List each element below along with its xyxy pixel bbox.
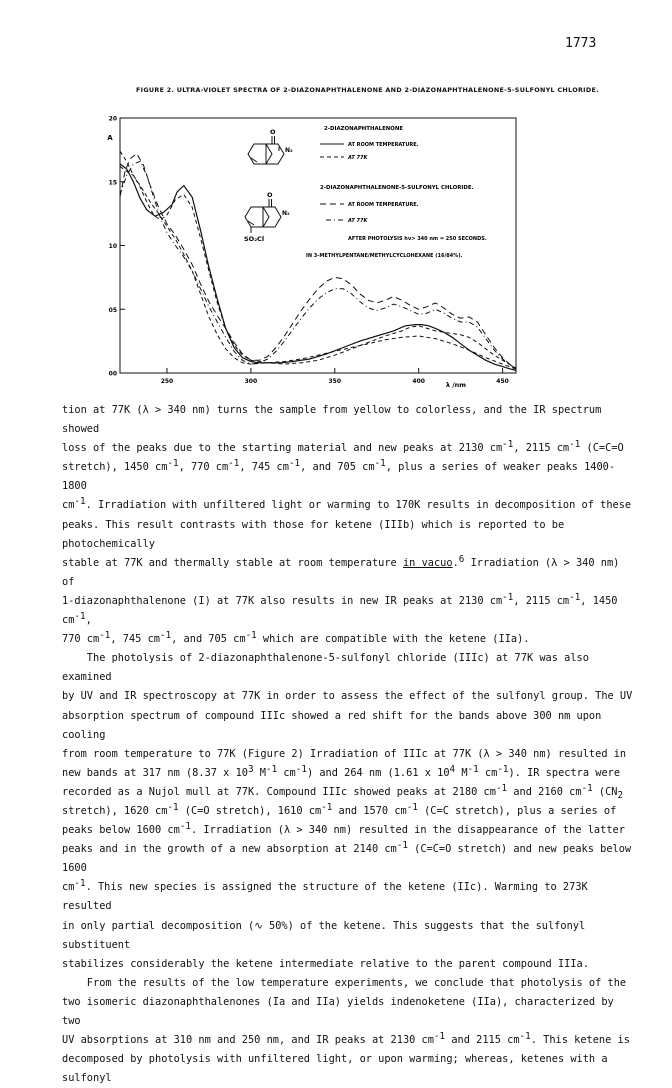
y-axis-letter: A	[107, 134, 113, 142]
series-line-5	[120, 151, 516, 369]
text-line: peaks below 1600 cm-1. Irradiation (λ > 340 nm) resulted in the disappearance of the latter	[62, 820, 625, 837]
text-line: decomposed by photolysis with unfiltered light, or upon warming; whereas, ketenes with a sulfonyl	[62, 1053, 608, 1085]
y-tick-label: 00	[108, 370, 117, 378]
x-tick-label: 400	[412, 378, 425, 385]
series-line-4	[120, 161, 516, 369]
atom-o-1: O	[270, 128, 276, 136]
subscript: 2	[617, 790, 624, 802]
y-tick-label: 20	[108, 115, 117, 123]
y-tick-label: 10	[108, 243, 117, 250]
superscript: -1	[497, 763, 509, 775]
y-axis	[109, 116, 125, 378]
legend-solvent-note: IN 3-METHYLPENTANE/METHYLCYCLOHEXANE (16/84%).	[306, 253, 463, 259]
structure-sulfonyl-chloride	[245, 199, 281, 233]
superscript: -1	[396, 840, 408, 851]
text-line: peaks and in the growth of a new absorption at 2140 cm-1 (C=C=O stretch) and new peaks below 1600	[62, 840, 632, 875]
x-tick-label: 300	[244, 378, 258, 385]
x-tick-label: 350	[328, 378, 342, 385]
superscript: -1	[569, 439, 581, 451]
superscript: -1	[74, 610, 86, 622]
superscript: -1	[74, 878, 86, 890]
atom-so2cl: SO₂Cl	[244, 235, 265, 243]
y-tick-label: 15	[108, 179, 117, 187]
superscript: -1	[167, 458, 179, 470]
uv-spectrum-chart	[96, 100, 536, 388]
page-number: 1773	[565, 36, 597, 51]
superscript: 6	[458, 553, 465, 565]
text-line: 770 cm-1, 745 cm-1, and 705 cm-1 which are compatible with the ketene (IIa).	[62, 629, 530, 646]
text-line: stretch), 1620 cm-1 (C=O stretch), 1610 cm-1 and 1570 cm-1 (C=C stretch), plus a series of	[62, 801, 617, 817]
text-line: UV absorptions at 310 nm and 250 nm, and IR peaks at 2130 cm-1 and 2115 cm-1. This ketene is	[62, 1030, 630, 1047]
text-line: 1-diazonaphthalenone (I) at 77K also results in new IR peaks at 2130 cm-1, 2115 cm-1, 1450 cm-1,	[62, 591, 618, 627]
superscript: -1	[228, 458, 240, 470]
superscript: 4	[449, 763, 456, 775]
superscript: -1	[433, 1030, 446, 1042]
text-line: from room temperature to 77K (Figure 2) Irradiation of IIIc at 77K (λ > 340 nm) resulted in	[62, 747, 627, 760]
superscript: -1	[569, 591, 581, 603]
superscript: -1	[495, 782, 508, 794]
atom-n2-2: N₂	[282, 210, 290, 217]
superscript: -1	[374, 458, 386, 470]
legend-photolysis-note: AFTER PHOTOLYSIS hν> 340 nm = 250 SECONDS.	[348, 236, 487, 242]
atom-n2-1: N₂	[285, 147, 293, 154]
superscript: -1	[467, 763, 479, 775]
text-line: From the results of the low temperature experiments, we conclude that photolysis of the	[62, 976, 627, 989]
text-line: in only partial decomposition (∿ 50%) of the ketene. This suggests that the sulfonyl substituent	[62, 919, 586, 951]
text-line: loss of the peaks due to the starting material and new peaks at 2130 cm-1, 2115 cm-1 (C=C=O	[62, 439, 624, 455]
superscript: -1	[74, 496, 86, 508]
underlined-term: in vacuo	[402, 556, 453, 569]
text-line: stretch), 1450 cm-1, 770 cm-1, 745 cm-1, and 705 cm-1, plus a series of weaker peaks 1400-1800	[62, 458, 616, 493]
superscript: -1	[502, 439, 514, 451]
text-line: two isomeric diazonaphthalenones (Ia and IIa) yields indenoketene (IIa), characterized by two	[62, 995, 614, 1027]
text-line: cm-1. This new species is assigned the structure of the ketene (IIc). Warming to 273K resulted	[62, 878, 588, 913]
superscript: -1	[265, 763, 278, 775]
article-body	[62, 401, 637, 1088]
text-line: by UV and IR spectroscopy at 77K in order to assess the effect of the sulfonyl group. The UV	[62, 690, 633, 703]
x-tick-label: 450	[496, 378, 509, 385]
superscript: -1	[406, 801, 418, 813]
legend-c1-77k: AT 77K	[348, 155, 368, 161]
legend-c1-room: AT ROOM TEMPERATURE.	[348, 142, 419, 148]
legend-c2-room: AT ROOM TEMPERATURE.	[348, 202, 419, 208]
superscript: 3	[247, 763, 254, 775]
legend	[244, 126, 487, 259]
text-line: tion at 77K (λ > 340 nm) turns the sample from yellow to colorless, and the IR spectrum showed	[62, 404, 602, 436]
text-line: The photolysis of 2-diazonaphthalenone-5-sulfonyl chloride (IIIc) at 77K was also examined	[62, 652, 589, 684]
text-line: stable at 77K and thermally stable at room temperature in vacuo.6 Irradiation (λ > 340 nm) of	[62, 553, 620, 588]
superscript: -1	[99, 629, 111, 641]
superscript: -1	[502, 591, 514, 603]
legend-compound-1: 2-DIAZONAPHTHALENONE	[324, 126, 404, 132]
superscript: -1	[288, 458, 301, 470]
superscript: -1	[167, 801, 179, 813]
superscript: -1	[519, 1030, 531, 1042]
text-line: absorption spectrum of compound IIIc showed a red shift for the bands above 300 nm upon cooling	[62, 709, 602, 741]
figure-caption: FIGURE 2. ULTRA-VIOLET SPECTRA OF 2-DIAZONAPHTHALENONE AND 2-DIAZONAPHTHALENONE-5-SULFONYL CHLORIDE.	[136, 86, 599, 94]
text-line: recorded as a Nujol mull at 77K. Compound IIIc showed peaks at 2180 cm-1 and 2160 cm-1 (CN2	[62, 782, 624, 802]
superscript: -1	[179, 820, 191, 832]
text-line: stabilizes considerably the ketene intermediate relative to the parent compound IIIa.	[62, 957, 589, 970]
text-line: cm-1. Irradiation with unfiltered light or warming to 170K results in decomposition of these	[62, 496, 632, 512]
superscript: -1	[295, 763, 307, 775]
legend-c2-77k: AT 77K	[348, 218, 368, 224]
structure-2-diazonaphthalenone	[248, 136, 284, 164]
superscript: -1	[321, 801, 333, 813]
superscript: -1	[159, 629, 172, 641]
series-line-2	[120, 166, 516, 368]
series-line-1	[120, 164, 516, 371]
plot-frame	[120, 118, 516, 373]
superscript: -1	[245, 629, 257, 641]
legend-compound-2: 2-DIAZONAPHTHALENONE-5-SULFONYL CHLORIDE.	[320, 185, 474, 191]
y-tick-label: 05	[108, 306, 117, 314]
atom-o-2: O	[267, 191, 273, 199]
x-tick-label: 250	[160, 378, 174, 385]
superscript: -1	[581, 782, 593, 794]
text-line: new bands at 317 nm (8.37 x 103 M-1 cm-1) and 264 nm (1.61 x 104 M-1 cm-1). IR spectra were	[62, 763, 621, 779]
x-unit-label: λ /nm	[445, 381, 467, 388]
text-line: peaks. This result contrasts with those for ketene (IIIb) which is reported to be photochemically	[62, 518, 565, 550]
